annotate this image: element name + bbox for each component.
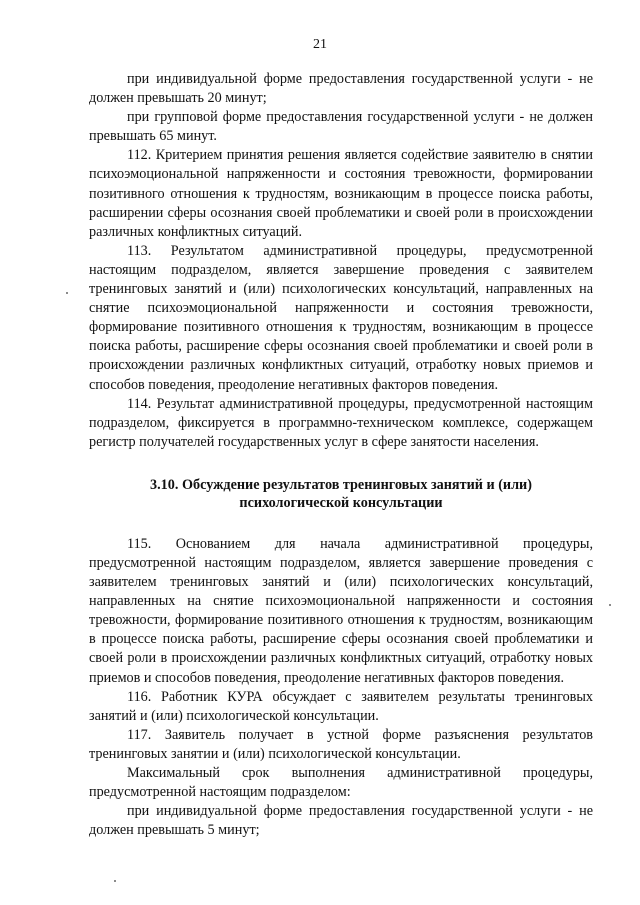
paragraph-individual-limit-5: при индивидуальной форме предоставления государственной услуги - не должен превышать 5 минут;	[89, 803, 593, 839]
paragraph-114: 114. Результат административной процедуры, предусмотренной настоящим подразделом, фиксируется в программно-техническом комплексе, содержащем регистр получателей государственных услуг в сфере занятости населения.	[89, 395, 593, 450]
section-heading-line-2: психологической консультации	[239, 495, 443, 512]
paragraph-113: 113. Результатом административной процедуры, предусмотренной настоящим подразделом, является завершение проведения с заявителем тренинговых занятий и (или) психологических консультаций, направленных на снятие психоэмоциональной напряженности и состояния тревожности, формирование позитивного отношения к трудностям, возникающим в процессе поиска работы, расширение сферы осознания своей проблематики и своей роли в происхождении различных конфликтных ситуаций, отработку новых приемов и способов поведения, преодоление негативных факторов поведения.	[89, 242, 593, 393]
page-number: 21	[313, 37, 327, 52]
scan-speck	[66, 292, 68, 294]
paragraph-112: 112. Критерием принятия решения является содействие заявителю в снятии психоэмоциональной напряженности и состояния тревожности, формировании позитивного отношения к трудностям, возникающим в процессе поиска работы, расширении сферы осознания своей проблематики и своей роли в происхождении различных конфликтных ситуаций.	[89, 147, 593, 240]
scan-speck	[609, 604, 611, 606]
paragraph-117: 117. Заявитель получает в устной форме разъяснения результатов тренинговых занятии и (или) психологической консультации.	[89, 726, 593, 762]
section-heading-3-10	[89, 476, 593, 513]
section-heading-line-1: 3.10. Обсуждение результатов тренинговых занятий и (или)	[150, 476, 532, 493]
paragraph-max-duration: Максимальный срок выполнения административной процедуры, предусмотренной настоящим подразделом:	[89, 765, 593, 801]
document-body	[89, 70, 593, 840]
paragraph-115: 115. Основанием для начала административной процедуры, предусмотренной настоящим подразделом, является завершение проведения с заявителем тренинговых занятий и (или) психологических консультаций, направленных на снятие психоэмоциональной напряженности и состояния тревожности, формирование позитивного отношения к трудностям, возникающим в процессе поиска работы, расширение сферы осознания своей проблематики и своей роли в происхождении различных конфликтных ситуаций, отработку новых приемов и способов поведения, преодоление негативных факторов поведения.	[89, 535, 593, 686]
paragraph-group-limit-65: при групповой форме предоставления государственной услуги - не должен превышать 65 минут.	[89, 109, 593, 145]
paragraph-116: 116. Работник КУРА обсуждает с заявителем результаты тренинговых занятий и (или) психологической консультации.	[89, 688, 593, 724]
scan-speck	[114, 880, 116, 882]
paragraph-individual-limit-20: при индивидуальной форме предоставления государственной услуги - не должен превышать 20 минут;	[89, 71, 593, 107]
